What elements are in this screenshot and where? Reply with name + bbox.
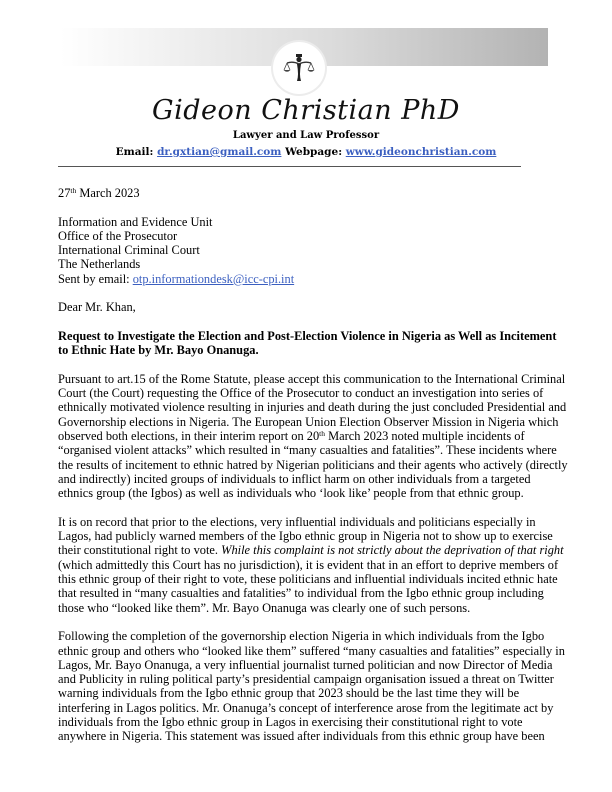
paragraph-2-italic: While this complaint is not strictly about the deprivation of that right bbox=[221, 543, 564, 558]
email-link[interactable]: dr.gxtian@gmail.com bbox=[157, 146, 282, 158]
webpage-link[interactable]: www.gideonchristian.com bbox=[345, 146, 497, 158]
letterhead-contact bbox=[0, 146, 612, 158]
paragraph-2-text-cont: (which admittedly this Court has no jurisdiction), it is evident that in an effort to deprive members of this ethnic group of their right to vote, these politicians and influential individuals incited ethnic hate that resulted in “many casualties and fatalities” to individual from the Igbo ethnic group including those who “looked like them”. Mr. Bayo Onanuga was clearly one of such persons. bbox=[58, 557, 559, 615]
date-suffix: th bbox=[70, 186, 77, 195]
date-month-year: March 2023 bbox=[79, 186, 140, 200]
paragraph-1-text-cont: March 2023 noted multiple incidents of “organised violent attacks” which resulted in “many casualties and fatalities”. These incidents where the results of incitement to ethnic hatred by Nigerian politicians and their agents who actively (directly and indirectly) incited groups of individuals to inflict harm on other individuals from a targeted ethnics group (the Igbos) as well as individuals who ‘look like’ people from that ethnic group. bbox=[58, 429, 568, 501]
paragraph-1-text: Pursuant to art.15 of the Rome Statute, please accept this communication to the International Criminal Court (the Court) requesting the Office of the Prosecutor to conduct an investigation into series of ethnically motivated violence resulting in injuries and death during the just concluded Presidential and Governorship elections in Nigeria. The European Union Election Observer Mission in Nigeria which observed both elections, in their interim report on 20 bbox=[58, 371, 567, 444]
subject-line: Request to Investigate the Election and Post-Election Violence in Nigeria as Well as Incitement to Ethnic Hate by Mr. Bayo Onanuga. bbox=[58, 328, 557, 358]
date-day: 27 bbox=[58, 186, 71, 200]
address-line: The Netherlands bbox=[58, 257, 141, 272]
address-line: Information and Evidence Unit bbox=[58, 214, 213, 229]
letter-date bbox=[58, 186, 568, 200]
letterhead-subtitle: Lawyer and Law Professor bbox=[232, 130, 380, 141]
salutation: Dear Mr. Khan, bbox=[58, 300, 136, 315]
webpage-label: Webpage: bbox=[285, 146, 343, 158]
paragraph-2 bbox=[58, 515, 568, 615]
letterhead-name: Gideon Christian PhD bbox=[152, 95, 460, 126]
recipient-email-link[interactable]: otp.informationdesk@icc-cpi.int bbox=[132, 271, 295, 286]
address-line: International Criminal Court bbox=[58, 243, 200, 258]
header-divider bbox=[58, 166, 521, 167]
address-line: Office of the Prosecutor bbox=[58, 228, 178, 243]
sent-by-line bbox=[58, 272, 568, 286]
recipient-address bbox=[58, 215, 568, 286]
scales-of-justice-figure-icon bbox=[273, 42, 325, 94]
paragraph-3: Following the completion of the governorship election Nigeria in which individuals from the Igbo ethnic group and others who “looked like them” suffered “many casualties and fatalities” especially in Lagos, Mr. Bayo Onanuga, a very influential journalist turned politician and now Director of Media and Publicity in ruling political party’s presidential campaign organisation issued a threat on Twitter warning individuals from the Igbo ethnic group that 2023 should be the last time they will be interfering in Lagos politics. Mr. Onanuga’s concept of interference arose from the legitimate act by individuals from the Igbo ethnic group in Lagos in exercising their constitutional right to vote anywhere in Nigeria. This statement was issued after individuals from this ethnic group have been bbox=[58, 629, 565, 744]
paragraph-2-text: It is on record that prior to the elections, very influential individuals and politicians especially in Lagos, had publicly warned members of the Igbo ethnic group in Nigeria not to show up to exercise their constitutional right to vote. bbox=[58, 514, 553, 558]
paragraph-1 bbox=[58, 372, 568, 501]
sent-by-label: Sent by email: bbox=[58, 271, 130, 286]
email-label: Email: bbox=[115, 146, 154, 158]
ordinal-suffix: th bbox=[319, 429, 326, 439]
letter-body bbox=[58, 186, 568, 758]
